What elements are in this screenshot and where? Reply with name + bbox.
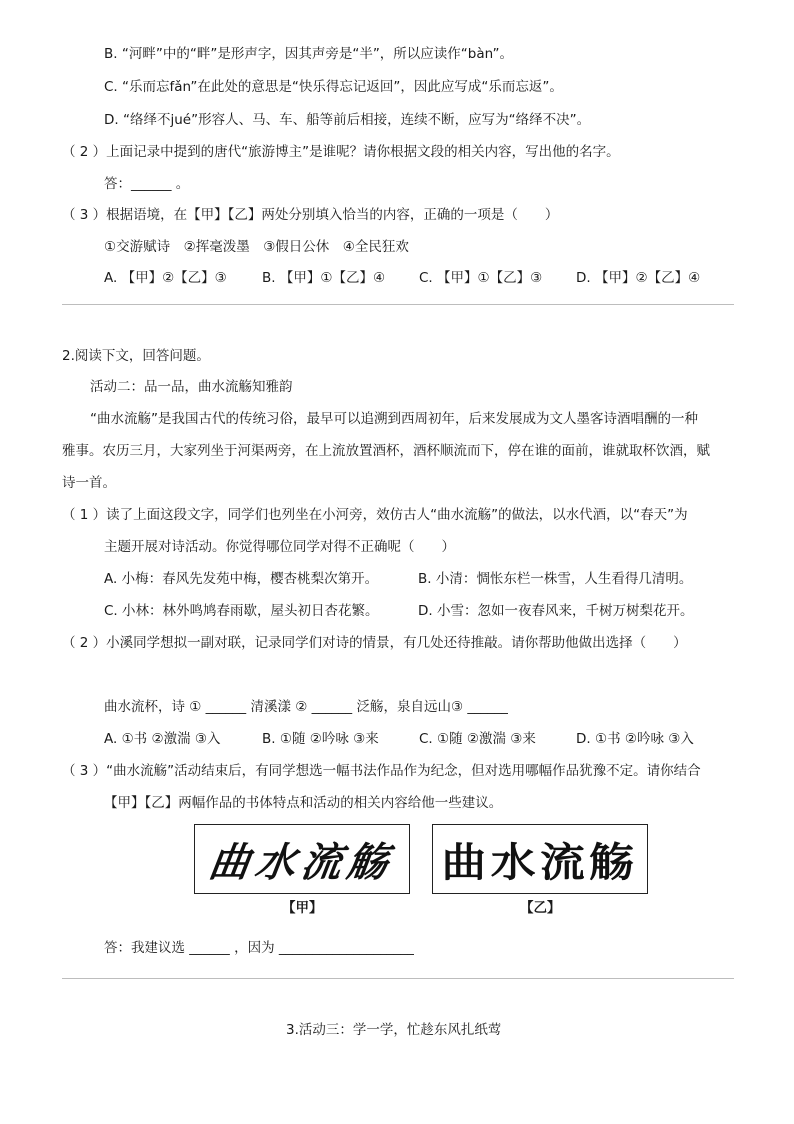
option-c: C. “乐而忘fǎn”在此处的意思是“快乐得忘记返回”，因此应写成“乐而忘返”。 bbox=[104, 79, 563, 95]
answer-line: 答：我建议选 ______ ，因为 ____________________ bbox=[104, 940, 414, 956]
question-1-line-1: （ 1 ）读了上面这段文字，同学们也列坐在小河旁，效仿古人“曲水流觞”的做法，以水代酒，以“春天”为 bbox=[62, 507, 688, 523]
q2-choice-c: C. ①随 ②激湍 ③来 bbox=[419, 731, 536, 747]
label-yi: 【乙】 bbox=[520, 900, 561, 916]
section-divider-2 bbox=[62, 978, 734, 979]
question-3-line-1: （ 3 ）“曲水流觞”活动结束后，有同学想选一幅书法作品作为纪念，但对选用哪幅作品犹豫不定。请你结合 bbox=[62, 763, 701, 779]
passage-line-1: “曲水流觞”是我国古代的传统习俗，最早可以追溯到西周初年，后来发展成为文人墨客诗酒唱酬的一种 bbox=[90, 411, 698, 427]
section-divider bbox=[62, 304, 734, 305]
question-3: （ 3 ）根据语境，在【甲】【乙】两处分别填入恰当的内容，正确的一项是（ ） bbox=[62, 207, 559, 223]
label-jia: 【甲】 bbox=[282, 900, 323, 916]
couplet-line: 曲水流杯，诗 ① ______ 清溪漾 ② ______ 泛觞，泉自远山③ ______ bbox=[104, 699, 508, 715]
option-b: B. “河畔”中的“畔”是形声字，因其声旁是“半”，所以应读作“bàn”。 bbox=[104, 46, 513, 62]
q1-option-b: B. 小清：惆怅东栏一株雪，人生看得几清明。 bbox=[418, 571, 693, 587]
activity-heading: 活动二：品一品，曲水流觞知雅韵 bbox=[90, 379, 293, 395]
calligraphy-yi-text: 曲水流觞 bbox=[441, 838, 639, 886]
q1-option-d: D. 小雪：忽如一夜春风来，千树万树梨花开。 bbox=[418, 603, 694, 619]
calligraphy-yi bbox=[432, 824, 648, 894]
passage-line-2: 雅事。农历三月，大家列坐于河渠两旁，在上流放置酒杯，酒杯顺流而下，停在谁的面前，谁就取杯饮酒，赋 bbox=[62, 443, 710, 459]
q1-option-c: C. 小林：林外鸣鸠春雨歇，屋头初日杏花繁。 bbox=[104, 603, 379, 619]
q2-choice-d: D. ①书 ②吟咏 ③入 bbox=[576, 731, 694, 747]
section-3-title: 3.活动三：学一学，忙趁东风扎纸莺 bbox=[286, 1022, 502, 1038]
question-2-answer: 答：______ 。 bbox=[104, 176, 190, 192]
question-2-prompt: （ 2 ）小溪同学想拟一副对联，记录同学们对诗的情景，有几处还待推敲。请你帮助他做出选择（ ） bbox=[62, 635, 687, 651]
calligraphy-jia-text: 曲水流觞 bbox=[206, 838, 397, 886]
choice-a: A. 【甲】②【乙】③ bbox=[104, 270, 227, 286]
choice-c: C. 【甲】①【乙】③ bbox=[419, 270, 543, 286]
passage-line-3: 诗一首。 bbox=[62, 475, 116, 491]
calligraphy-jia bbox=[194, 824, 410, 894]
question-3-line-2: 【甲】【乙】两幅作品的书体特点和活动的相关内容给他一些建议。 bbox=[104, 795, 503, 811]
choice-b: B. 【甲】①【乙】④ bbox=[262, 270, 386, 286]
choice-d: D. 【甲】②【乙】④ bbox=[576, 270, 701, 286]
q1-option-a: A. 小梅：春风先发苑中梅，樱杏桃梨次第开。 bbox=[104, 571, 379, 587]
option-d: D. “络绎不jué”形容人、马、车、船等前后相接，连续不断，应写为“络绎不决”。 bbox=[104, 112, 591, 128]
question-1-line-2: 主题开展对诗活动。你觉得哪位同学对得不正确呢（ ） bbox=[104, 539, 455, 555]
question-3-items: ①交游赋诗 ②挥毫泼墨 ③假日公休 ④全民狂欢 bbox=[104, 239, 409, 255]
q2-choice-a: A. ①书 ②激湍 ③入 bbox=[104, 731, 221, 747]
section-2-title: 2.阅读下文，回答问题。 bbox=[62, 348, 210, 364]
question-2: （ 2 ）上面记录中提到的唐代“旅游博主”是谁呢？请你根据文段的相关内容，写出他的名字。 bbox=[62, 144, 620, 160]
q2-choice-b: B. ①随 ②吟咏 ③来 bbox=[262, 731, 379, 747]
